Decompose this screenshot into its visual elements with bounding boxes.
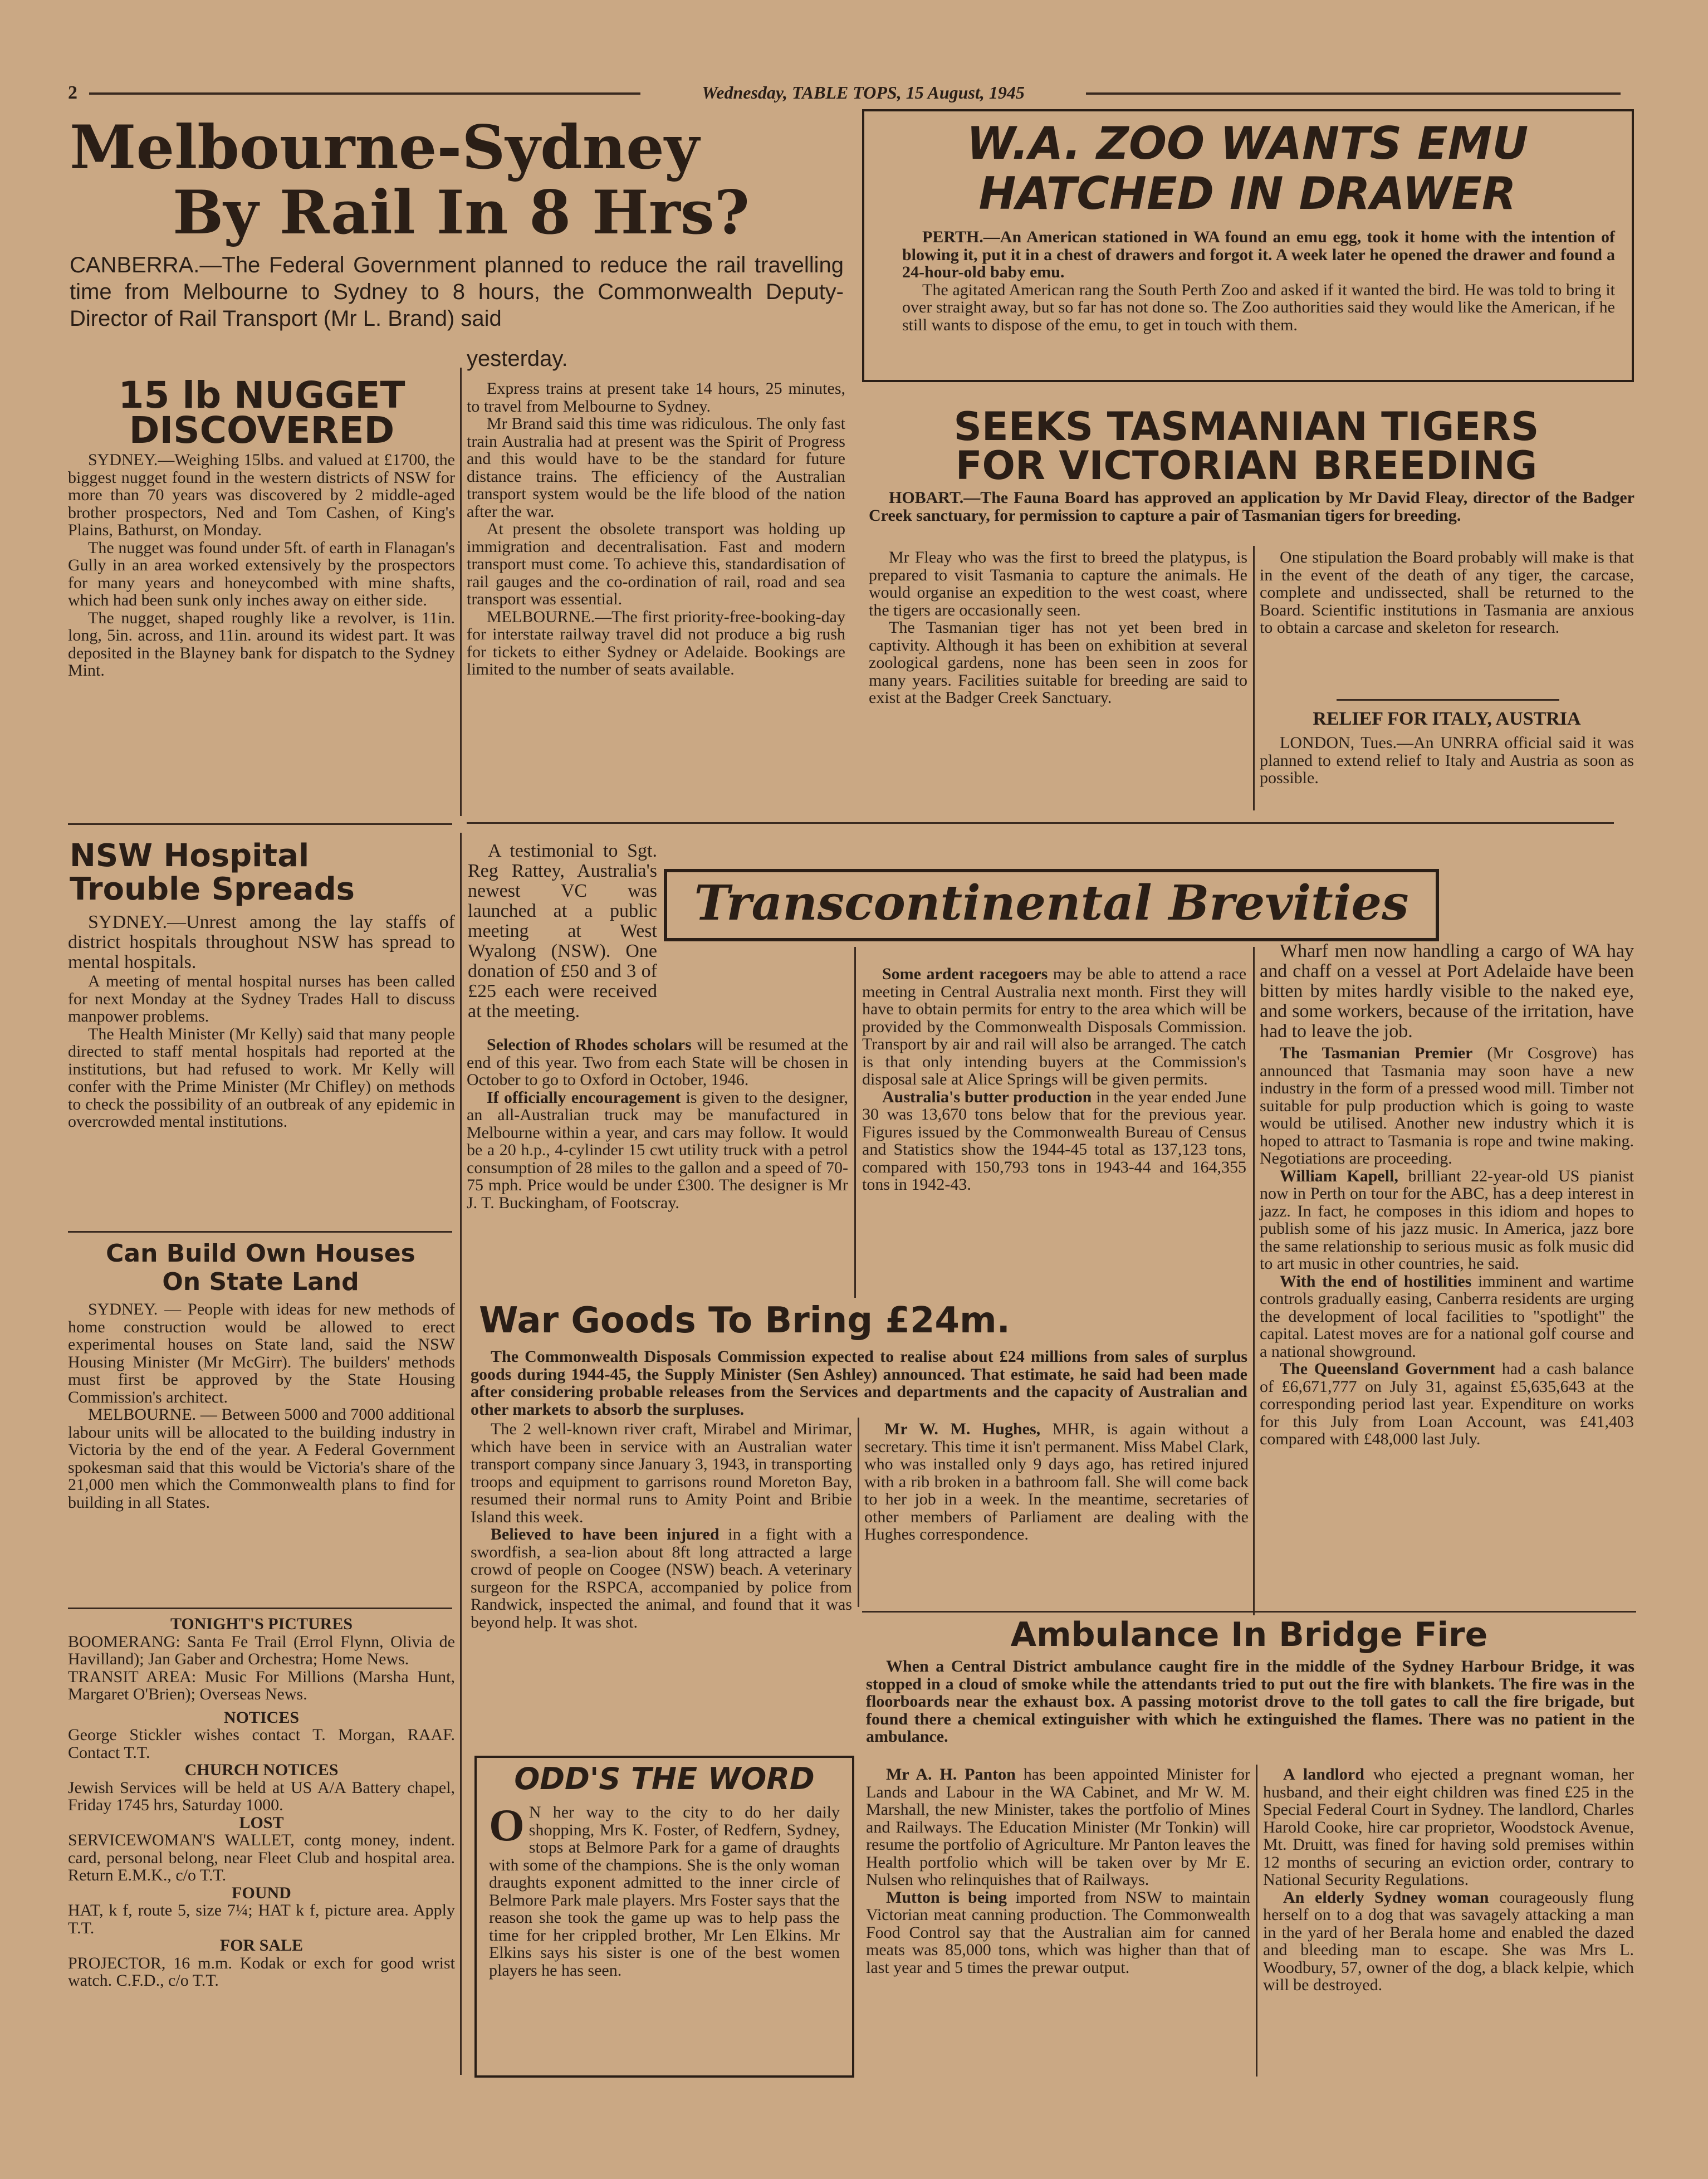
- kapell-lead: William Kapell,: [1280, 1166, 1398, 1185]
- page-number: 2: [68, 82, 77, 103]
- houses-headline-line2: On State Land: [162, 1268, 359, 1296]
- tigers-body-2: [1260, 549, 1634, 637]
- found-head: FOUND: [232, 1883, 291, 1902]
- column-rule-left-lower: [460, 833, 462, 2075]
- odds-title: ODD'S THE WORD: [514, 1761, 815, 1796]
- butter-lead: Australia's butter production: [882, 1087, 1092, 1106]
- rivercraft-text: The 2 well-known river craft, Mirabel and Mirimar, which have been in service with an Australian water transport company since January 3, 1943, in transporting troops and equipment to garrisons round Moreton Bay, resumed their normal runs to Amity Point and Bribie Island this week.: [471, 1420, 852, 1526]
- rail-lead: [70, 252, 844, 332]
- hughes-lead: Mr W. M. Hughes,: [884, 1420, 1041, 1438]
- rhodes-para: [467, 1036, 848, 1089]
- truck-lead: If officially encouragement: [487, 1088, 681, 1107]
- brevities-col2: [467, 1036, 848, 1211]
- column-rule-3: [1253, 947, 1255, 1615]
- rhodes-text: will be resumed at the end of this year. Two from each State will be chosen in October to go to Oxford in October, 1946.: [467, 1035, 848, 1089]
- wharf-text: Wharf men now handling a cargo of WA hay and chaff on a vessel at Port Adelaide have been bitten by mites hardly visible to the naked eye, and some workers, because of the irritation, have had to leave the job.: [1260, 941, 1634, 1042]
- butter-text: in the year ended June 30 was 13,670 tons below that for the previous year. Figures issued by the Commonwealth Bureau of Census and Statistics show the 1944-45 total as 137,123 tons, compared with 150,793 tons in 1943-44 and 164,355 tons in 1942-43.: [862, 1087, 1246, 1194]
- tigers-p1: Mr Fleay who was the first to breed the platypus, is prepared to visit Tasmania to capture the animals. He would organise an expedition to the west coast, where the tigers are occasionally seen.: [869, 548, 1247, 619]
- vc-text: A testimonial to Sgt. Reg Rattey, Australia's newest VC was launched at a public meeting at West Wyalong (NSW). One donation of £50 and 3 of £25 each were received at the meeting.: [468, 841, 657, 1022]
- brevities-top-rule: [467, 822, 1614, 824]
- brevities-banner: Transcontinental Brevities: [694, 875, 1409, 931]
- emu-headline-line2: HATCHED IN DRAWER: [978, 168, 1516, 219]
- italy-p1: LONDON, Tues.—An UNRRA official said it was planned to extend relief to Italy and Austria as soon as possible.: [1260, 734, 1634, 787]
- hughes-text: MHR, is again without a secretary. This time it isn't permanent. Miss Mabel Clark, who was installed only 9 days ago, has retired injured with a rib broken in a bathroom fall. She will come back to her job in a week. In the meantime, secretaries of other members of Parliament are dealing with the Hughes correspondence.: [864, 1420, 1249, 1543]
- dolphin-lead: Believed to have been injured: [491, 1525, 720, 1543]
- hospital-p3: The Health Minister (Mr Kelly) said that many people directed to staff mental hospitals had reported at the institutions, but had refused to work. Mr Kelly will confer with the Prime Minister (Mr Chifley) on methods to check the possibility of an outbreak of any epidemic in overcrowded mental institutions.: [68, 1024, 455, 1131]
- italy-headline: RELIEF FOR ITALY, AUSTRIA: [1313, 709, 1581, 729]
- emu-p1: PERTH.—An American stationed in WA found an emu egg, took it home with the intention of blowing it, put it in a chest of drawers and forgot it. A week later he opened the drawer and found a 24-hour-old baby emu.: [902, 228, 1615, 281]
- masthead-rule-left: [89, 92, 640, 95]
- odds-dropcap: O: [489, 1800, 525, 1850]
- dolphin-text: in a fight with a swordfish, a sea-lion about 8ft long attracted a large crowd of people on Coogee (NSW) beach. A veterinary surgeon for the RSPCA, accompanied by police from Randwick, inspected the animal, and found that it was beyond help. It was shot.: [471, 1525, 852, 1631]
- column-rule-war: [858, 1418, 859, 1607]
- emu-body: [902, 228, 1615, 334]
- hospital-p2: A meeting of mental hospital nurses has been called for next Monday at the Sydney Trades Hall to discuss manpower problems.: [68, 972, 455, 1025]
- rhodes-lead: Selection of Rhodes scholars: [487, 1035, 692, 1054]
- canberra-para: [1260, 1273, 1634, 1361]
- qld-para: [1260, 1360, 1634, 1448]
- tigers-lead: HOBART.—The Fauna Board has approved an application by Mr David Fleay, director of the Badger Creek sanctuary, for permission to capture a pair of Tasmanian tigers for breeding.: [869, 488, 1634, 525]
- houses-headline-line1: Can Build Own Houses: [106, 1239, 415, 1268]
- lost-head: LOST: [239, 1813, 284, 1832]
- war-goods-headline: War Goods To Bring £24m.: [479, 1300, 1010, 1341]
- tas-para: [1260, 1044, 1634, 1167]
- kapell-para: [1260, 1167, 1634, 1273]
- rail-p2: Mr Brand said this time was ridiculous. The only fast train Australia had at present was the Spirit of Progress and this would have to be the standard for future distance trains. The efficiency of the Australian transport system would be the life blood of the nation after the war.: [467, 414, 845, 521]
- notices-block: [68, 1615, 455, 1990]
- war-goods-lead: The Commonwealth Disposals Commission expected to realise about £24 millions from sales of surplus goods during 1944-45, the Supply Minister (Sen Ashley) announced. That estimate, he said had been made after considering probable releases from the Services and departments and the capacity of Australian and other markets to absorb the surpluses.: [471, 1347, 1247, 1419]
- rail-headline-line1: Melbourne-Sydney: [70, 113, 699, 183]
- brevities-col4: [1260, 1044, 1634, 1448]
- dolphin-para: [471, 1526, 852, 1631]
- mutton-text: imported from NSW to maintain Victorian meat canning production. The Commonwealth Food Control say that the Australian aim for canned meats was 85,000 tons, which was higher than that of last year and 5 times the prewar output.: [866, 1888, 1250, 1977]
- hospital-p1: SYDNEY.—Unrest among the lay staffs of district hospitals throughout NSW has spread to mental hospitals.: [68, 912, 455, 973]
- butter-para: [862, 1088, 1246, 1194]
- column-rule-tigers: [1253, 546, 1255, 810]
- odds-text: N her way to the city to do her daily shopping, Mrs K. Foster, of Redfern, Sydney, stops at Belmore Park for a game of draughts with some of the champions. She is the only woman draughts exponent admitted to the inner circle of Belmore Park male players. Mrs Foster says that the reason she took the game up was to help pass the time for her crippled brother, Mr Len Elkins. Mr Elkins says his sister is one of the best women players he has seen.: [489, 1803, 840, 1980]
- hospital-headline-line1: NSW Hospital: [70, 838, 310, 874]
- war-goods-col2: [864, 1420, 1249, 1543]
- hospital-headline-line2: Trouble Spreads: [70, 871, 355, 907]
- landlord-text: who ejected a pregnant woman, her husband, and their eight children was fined £25 in the Special Federal Court in Sydney. The landlord, Charles Harold Cooke, hire car proprietor, Woodstock Avenue, Mt. Druitt, was fined for having sold premises within 12 months of securing an eviction order, contrary to National Security Regulations.: [1263, 1765, 1634, 1889]
- lost-1: SERVICEWOMAN'S WALLET, contg money, indent. card, personal belong, near Fleet Club and hospital area. Return E.M.K., c/o T.T.: [68, 1831, 455, 1884]
- italy-body: [1260, 734, 1634, 787]
- tigers-headline-line1: SEEKS TASMANIAN TIGERS: [953, 404, 1539, 450]
- mutton-lead: Mutton is being: [886, 1888, 1007, 1907]
- masthead-rule-right: [1086, 92, 1621, 95]
- vc-text-a: [468, 841, 657, 1022]
- italy-rule: [1337, 699, 1559, 701]
- mutton-para: [866, 1889, 1250, 1977]
- canberra-lead: With the end of hostilities: [1280, 1272, 1472, 1291]
- rail-lead-end: yesterday.: [467, 346, 568, 371]
- hughes-para: [864, 1420, 1249, 1543]
- rail-headline-line2: By Rail In 8 Hrs?: [173, 178, 750, 248]
- sale-head: FOR SALE: [219, 1936, 304, 1955]
- landlord-lead: A landlord: [1283, 1765, 1364, 1784]
- odds-body: [489, 1800, 840, 1980]
- column-rule-2: [854, 947, 856, 1298]
- brevities-col3: [862, 965, 1246, 1194]
- houses-top-rule: [68, 1231, 452, 1233]
- tigers-p2: The Tasmanian tiger has not yet been bred in captivity. Although it has been on exhibition at several zoological gardens, none has been seen in zoos for many years. Facilities suitable for breeding are said to exist at the Badger Creek Sanctuary.: [869, 618, 1247, 707]
- canberra-text: imminent and wartime controls gradually easing, Canberra residents are urging the development of local facilities to "spotlight" the capital. Latest moves are for a national golf course and a national showground.: [1260, 1272, 1634, 1361]
- nugget-headline-line2: DISCOVERED: [129, 409, 395, 452]
- rail-p4: MELBOURNE.—The first priority-free-booking-day for interstate railway travel did not produce a big rush for tickets to either Sydney or Adelaide. Bookings are limited to the number of seats available.: [467, 607, 845, 678]
- landlord-para: [1263, 1766, 1634, 1889]
- houses-p2: MELBOURNE. — Between 5000 and 7000 additional labour units will be allocated to the building industry in Victoria by the end of the year. A Federal Government spokesman said that this would be Victoria's share of the 21,000 men which the Commonwealth plans to find for building in all States.: [68, 1405, 455, 1512]
- emu-p2: The agitated American rang the South Perth Zoo and asked if it wanted the bird. He was told to bring it over straight away, but so far has not done so. The Zoo authorities said they would like the American, if he still wants to dispose of the emu, to get in touch with them.: [902, 280, 1615, 334]
- brevities-vc: [468, 841, 657, 1022]
- notices-1: George Stickler wishes contact T. Morgan, RAAF. Contact T.T.: [68, 1726, 455, 1762]
- race-lead: Some ardent racegoers: [882, 965, 1048, 983]
- ambulance-col2: [1263, 1766, 1634, 1994]
- qld-text: had a cash balance of £6,671,777 on July 31, against £5,635,643 at the corresponding period last year. Expenditure on works for this July from Loan Account, was £41,403 compared with £48,000 last July.: [1260, 1360, 1634, 1448]
- rail-lead-text: CANBERRA.—The Federal Government planned to reduce the rail travelling time from Melbourne to Sydney to 8 hours, the Commonwealth Deputy-Director of Rail Transport (Mr L. Brand) said: [70, 253, 844, 331]
- panton-lead: Mr A. H. Panton: [886, 1765, 1016, 1784]
- ambulance-headline: Ambulance In Bridge Fire: [1010, 1615, 1488, 1654]
- kapell-text: brilliant 22-year-old US pianist now in Perth on tour for the ABC, has a deep interest in jazz. In fact, he composes in this idiom and hopes to publish some of his jazz music. In America, jazz bore the same relationship to serious music as folk music did to art music in other countries, he said.: [1260, 1166, 1634, 1273]
- found-1: HAT, k f, route 5, size 7¼; HAT k f, picture area. Apply T.T.: [68, 1901, 455, 1937]
- qld-lead: The Queensland Government: [1280, 1360, 1496, 1378]
- houses-body: [68, 1301, 455, 1511]
- rail-body: [467, 380, 845, 678]
- nugget-p3: The nugget, shaped roughly like a revolver, is 11in. long, 5in. across, and 11in. around its widest part. It was deposited in the Blayney bank for dispatch to the Sydney Mint.: [68, 608, 455, 680]
- truck-text: is given to the designer, an all-Australian truck may be manufactured in Melbourne within a year, and cars may follow. It would be a 20 h.p., 4-cylinder 15 cwt utility truck with a petrol consumption of 28 miles to the gallon and a speed of 70-75 mph. Price would be under £300. The designer is Mr J. T. Buckingham, of Footscray.: [467, 1088, 848, 1212]
- church-head: CHURCH NOTICES: [184, 1761, 339, 1779]
- notices-head: NOTICES: [223, 1708, 300, 1727]
- pictures-head: TONIGHT'S PICTURES: [170, 1615, 353, 1633]
- brevities-wharf: [1260, 941, 1634, 1042]
- tigers-headline-line2: FOR VICTORIAN BREEDING: [955, 443, 1538, 488]
- houses-p1: SYDNEY. — People with ideas for new methods of home construction would be allowed to erect experimental houses on State land, said the NSW Housing Minister (Mr McGirr). The builders' methods must first be approved by the State Housing Commission's architect.: [68, 1300, 455, 1406]
- ambulance-lead: When a Central District ambulance caught fire in the middle of the Sydney Harbour Bridge, it was stopped in a cloud of smoke while the attendants tried to put out the fire with blankets. The fire was in the floorboards near the exhaust box. A passing motorist drove to the toll gates to call the fire brigade, but found there a chemical extinguisher with which he extinguished the flames. There was no patient in the ambulance.: [866, 1657, 1634, 1746]
- column-rule-amb: [1256, 1765, 1257, 2077]
- war-goods-col1: [471, 1420, 852, 1631]
- church-1: Jewish Services will be held at US A/A Battery chapel, Friday 1745 hrs, Saturday 1000.: [68, 1778, 455, 1814]
- column-rule-1: [460, 368, 462, 816]
- nugget-body: [68, 451, 455, 680]
- rail-p1: Express trains at present take 14 hours, 25 minutes, to travel from Melbourne to Sydney.: [467, 379, 845, 416]
- rail-p3: At present the obsolete transport was holding up immigration and decentralisation. Fast and modern transport must come. To achieve this, standardisation of rail gauges and the co-ordination of rail, road and sea transport was essential.: [467, 520, 845, 608]
- ambulance-top-rule: [862, 1611, 1636, 1613]
- woman-lead: An elderly Sydney woman: [1283, 1888, 1489, 1907]
- nugget-p1: SYDNEY.—Weighing 15lbs. and valued at £1700, the biggest nugget found in the western districts of NSW for more than 70 years was discovered by 2 middle-aged brother prospectors, Ned and Tom Cashen, of King's Plains, Bathurst, on Monday.: [68, 451, 455, 539]
- race-para: [862, 965, 1246, 1088]
- hospital-body: [68, 912, 455, 1131]
- hospital-top-rule: [68, 823, 452, 825]
- tas-lead: The Tasmanian Premier: [1280, 1044, 1473, 1062]
- sale-1: PROJECTOR, 16 m.m. Kodak or exch for good wrist watch. C.F.D., c/o T.T.: [68, 1953, 455, 1990]
- tigers-p3: One stipulation the Board probably will make is that in the event of the death of any tiger, the carcase, complete and undissected, shall be returned to the Board. Scientific institutions in Tasmania are anxious to obtain a carcase and skeleton for research.: [1260, 548, 1634, 637]
- pictures-2: TRANSIT AREA: Music For Millions (Marsha Hunt, Margaret O'Brien); Overseas News.: [68, 1667, 455, 1703]
- tas-text: (Mr Cosgrove) has announced that Tasmania may soon have a new industry in the form of a pressed wood mill. Timber not suitable for pulp production which is going to waste would be utilised. Another new industry which it is hoped to attract to Tasmania is rope and twine making. Negotiations are proceeding.: [1260, 1044, 1634, 1167]
- ambulance-col1: [866, 1766, 1250, 1976]
- dateline: Wednesday, TABLE TOPS, 15 August, 1945: [702, 82, 1025, 102]
- pictures-1: BOOMERANG: Santa Fe Trail (Errol Flynn, Olivia de Havilland); Jan Gaber and Orchestra; Home News.: [68, 1632, 455, 1668]
- nugget-p2: The nugget was found under 5ft. of earth in Flanagan's Gully in an area worked extensively by the prospectors for many years and honeycombed with mine shafts, which had been sunk only inches away on either side.: [68, 538, 455, 609]
- panton-para: [866, 1766, 1250, 1889]
- woman-para: [1263, 1889, 1634, 1994]
- woman-text: courageously flung herself on to a dog that was savagely attacking a man in the yard of her Berala home and enabled the dazed and bleeding man to escape. She was Mrs L. Woodbury, 57, owner of the dog, a black kelpie, which will be destroyed.: [1263, 1888, 1634, 1994]
- race-text: may be able to attend a race meeting in Central Australia next month. First they will have to obtain permits for entry to the area which will be provided by the Commonwealth Disposals Commission. Transport by air and rail will also be arranged. The catch is that only intending buyers at the Commission's disposal sale at Alice Springs will be given permits.: [862, 965, 1247, 1088]
- nugget-headline-line1: 15 lb NUGGET: [118, 374, 405, 417]
- emu-headline-line1: W.A. ZOO WANTS EMU: [966, 118, 1529, 169]
- panton-text: has been appointed Minister for Lands and Labour in the WA Cabinet, and Mr W. M. Marshall, the new Minister, takes the portfolio of Mines and Railways. The Education Minister (Mr Tonkin) will resume the portfolio of Agriculture. Mr Panton leaves the Health portfolio which will be taken over by Mr E. Nulsen who relinquishes that of Railways.: [866, 1765, 1251, 1889]
- truck-para: [467, 1089, 848, 1212]
- tigers-body: [869, 549, 1247, 707]
- notices-top-rule: [68, 1608, 452, 1609]
